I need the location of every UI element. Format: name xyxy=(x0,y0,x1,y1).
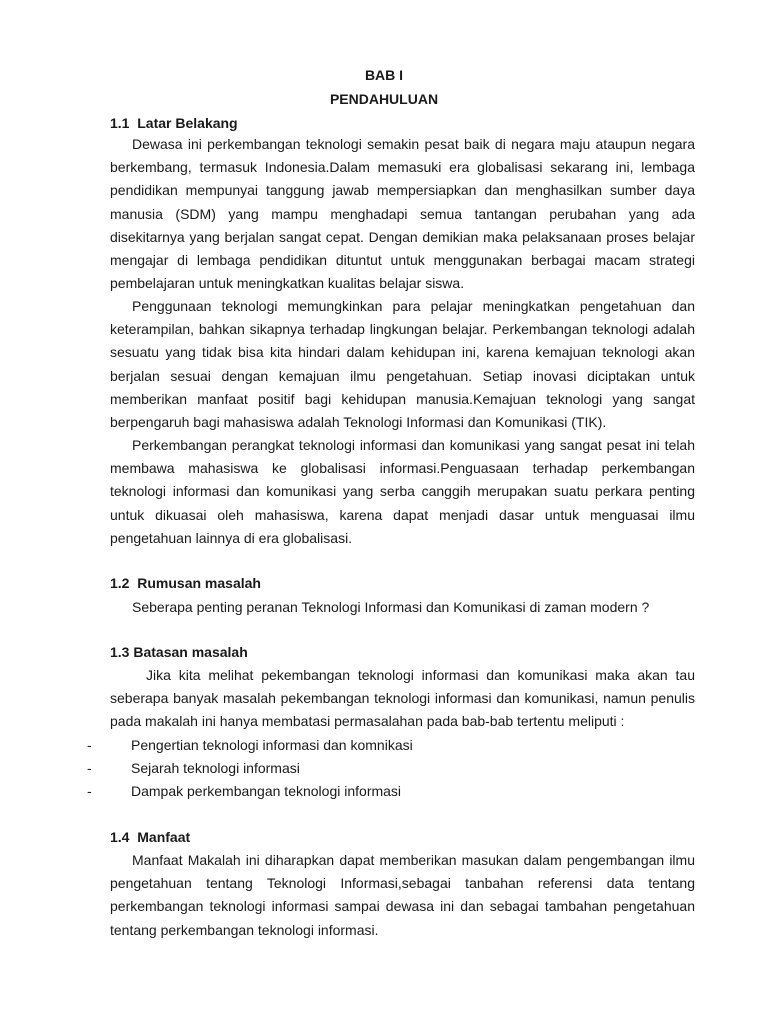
paragraph-batasan-masalah: Jika kita melihat pekembangan teknologi informasi dan komunikasi maka akan tau seberapa banyak masalah pekembangan teknologi informasi dan komunikasi, namun penulis pada makalah ini hanya membatasi permasalahan pada bab-bab tertentu meliputi : xyxy=(110,667,695,730)
bullet-marker: - xyxy=(87,737,92,753)
paragraph-manfaat: Manfaat Makalah ini diharapkan dapat memberikan masukan dalam pengembangan ilmu pengetahuan tentang Teknologi Informasi,sebagai tanbahan referensi data tentang perkembangan teknologi informasi sampai dewasa ini dan sebagai tambahan pengetahuan tentang perkembangan teknologi informasi. xyxy=(110,852,695,938)
paragraph-latar-belakang-2: Penggunaan teknologi memungkinkan para pelajar meningkatkan pengetahuan dan keterampilan, bahkan sikapnya terhadap lingkungan belajar. Perkembangan teknologi adalah sesuatu yang tidak bisa kita hindari dalam kehidupan ini, karena kemajuan teknologi akan berjalan sesuai dengan kemajuan ilmu pengetahuan. Setiap inovasi diciptakan untuk memberikan manfaat positif bagi kehidupan manusia.Kemajuan teknologi yang sangat berpengaruh bagi mahasiswa adalah Teknologi Informasi dan Komunikasi (TIK). xyxy=(110,298,695,431)
chapter-title: PENDAHULUAN xyxy=(329,91,439,107)
list-item-text: Dampak perkembangan teknologi informasi xyxy=(131,783,402,799)
paragraph-latar-belakang-1: Dewasa ini perkembangan teknologi semakin pesat baik di negara maju ataupun negara berkembang, termasuk Indonesia.Dalam memasuki era globalisasi sekarang ini, lembaga pendidikan mempunyai tanggung jawab mempersiapkan dan menghasilkan sumber daya manusia (SDM) yang mampu menghadapi semua tantangan perubahan yang ada disekitarnya yang berjalan sangat cepat. Dengan demikian maka pelaksanaan proses belajar mengajar di lembaga pendidikan dituntut untuk menggunakan berbagai macam strategi pembelajaran untuk meningkatkan kualitas belajar siswa. xyxy=(110,136,695,292)
list-item xyxy=(0,758,768,778)
list-item xyxy=(0,735,768,755)
list-item-text: Sejarah teknologi informasi xyxy=(131,760,300,776)
paragraph-latar-belakang-3: Perkembangan perangkat teknologi informasi dan komunikasi yang sangat pesat ini telah membawa mahasiswa ke globalisasi informasi.Penguasaan terhadap perkembangan teknologi informasi dan komunikasi yang serba canggih merupakan suatu perkara penting untuk dikuasai oleh mahasiswa, karena dapat menjadi dasar untuk menguasai ilmu pengetahuan lainnya di era globalisasi. xyxy=(110,437,695,546)
chapter-label: BAB I xyxy=(364,67,404,83)
paragraph-rumusan-masalah: Seberapa penting peranan Teknologi Informasi dan Komunikasi di zaman modern ? xyxy=(132,599,650,615)
section-heading-manfaat: 1.4 Manfaat xyxy=(110,829,191,845)
bullet-marker: - xyxy=(87,783,92,799)
section-heading-rumusan-masalah: 1.2 Rumusan masalah xyxy=(110,575,261,591)
section-heading-batasan-masalah: 1.3 Batasan masalah xyxy=(110,644,248,660)
list-item-text: Pengertian teknologi informasi dan komnikasi xyxy=(131,737,413,753)
bullet-marker: - xyxy=(87,760,92,776)
list-item xyxy=(0,781,768,801)
section-heading-latar-belakang: 1.1 Latar Belakang xyxy=(110,115,238,131)
